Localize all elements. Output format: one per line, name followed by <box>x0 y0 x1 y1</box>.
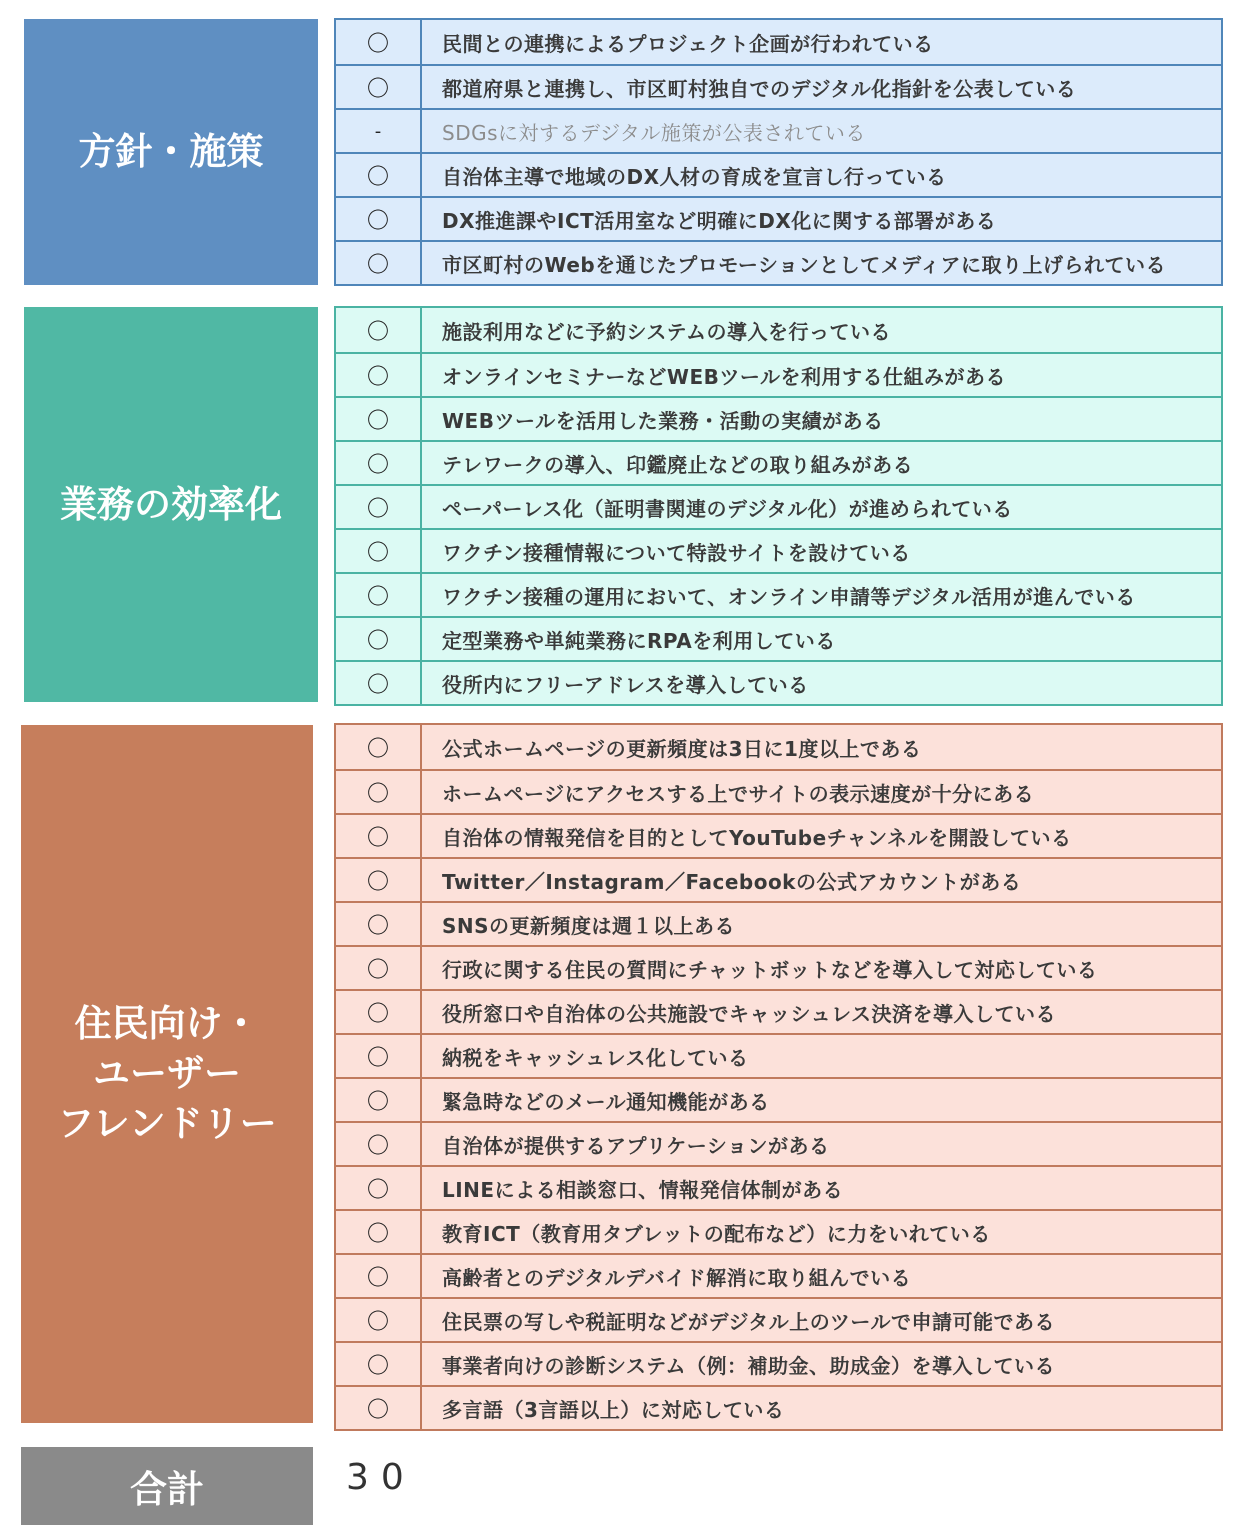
table-row <box>336 64 1221 108</box>
criterion-text: 都道府県と連携し、市区町村独自でのデジタル化指針を公表している <box>442 76 1077 101</box>
table-row <box>336 1077 1221 1121</box>
table-row <box>336 396 1221 440</box>
table-row <box>336 616 1221 660</box>
check-mark: 〇 <box>336 530 422 572</box>
criterion-text: 定型業務や単純業務にRPAを利用している <box>442 628 836 653</box>
check-mark: 〇 <box>336 725 422 769</box>
table-row <box>336 484 1221 528</box>
criterion-text: 施設利用などに予約システムの導入を行っている <box>442 319 891 344</box>
criterion-text: 自治体が提供するアプリケーションがある <box>442 1133 830 1158</box>
check-mark: 〇 <box>336 20 422 64</box>
total-value: 30 <box>346 1456 416 1498</box>
criterion-text: 役所窓口や自治体の公共施設でキャッシュレス決済を導入している <box>442 1001 1056 1026</box>
table-row <box>336 1297 1221 1341</box>
table-row <box>336 308 1221 352</box>
table-row <box>336 857 1221 901</box>
table-row <box>336 108 1221 152</box>
criterion-text: Twitter／Instagram／Facebookの公式アカウントがある <box>442 869 1022 894</box>
check-mark: 〇 <box>336 354 422 396</box>
check-mark: 〇 <box>336 815 422 857</box>
table-row <box>336 1209 1221 1253</box>
check-mark: 〇 <box>336 991 422 1033</box>
check-mark: 〇 <box>336 1035 422 1077</box>
criterion-text: SNSの更新頻度は週１以上ある <box>442 913 736 938</box>
criterion-text: 多言語（3言語以上）に対応している <box>442 1397 785 1422</box>
checklist-table-policy <box>334 18 1223 286</box>
criterion-text: ペーパーレス化（証明書関連のデジタル化）が進められている <box>442 496 1013 521</box>
table-row <box>336 196 1221 240</box>
table-row <box>336 1165 1221 1209</box>
table-row <box>336 1253 1221 1297</box>
criterion-text: 緊急時などのメール通知機能がある <box>442 1089 770 1114</box>
criterion-text: 自治体の情報発信を目的としてYouTubeチャンネルを開設している <box>442 825 1072 850</box>
criterion-text: 納税をキャッシュレス化している <box>442 1045 749 1070</box>
criterion-text: 民間との連携によるプロジェクト企画が行われている <box>442 31 934 56</box>
criterion-text: 高齢者とのデジタルデバイド解消に取り組んでいる <box>442 1265 912 1290</box>
check-mark: 〇 <box>336 198 422 240</box>
table-row <box>336 152 1221 196</box>
criterion-text: SDGsに対するデジタル施策が公表されている <box>442 120 866 145</box>
table-row <box>336 989 1221 1033</box>
check-mark: 〇 <box>336 859 422 901</box>
check-mark: 〇 <box>336 947 422 989</box>
check-mark: 〇 <box>336 398 422 440</box>
table-row <box>336 572 1221 616</box>
check-mark: 〇 <box>336 66 422 108</box>
check-mark: 〇 <box>336 1167 422 1209</box>
check-mark: 〇 <box>336 1387 422 1429</box>
category-resident: 住民向け・ ユーザー フレンドリー <box>21 725 313 1423</box>
criterion-text: テレワークの導入、印鑑廃止などの取り組みがある <box>442 452 914 477</box>
table-row <box>336 813 1221 857</box>
category-policy: 方針・施策 <box>24 19 318 285</box>
table-row <box>336 1385 1221 1429</box>
table-row <box>336 660 1221 704</box>
criterion-text: 教育ICT（教育用タブレットの配布など）に力をいれている <box>442 1221 991 1246</box>
table-row <box>336 528 1221 572</box>
check-mark: 〇 <box>336 574 422 616</box>
criterion-text: ワクチン接種情報について特設サイトを設けている <box>442 540 911 565</box>
criterion-text: 住民票の写しや税証明などがデジタル上のツールで申請可能である <box>442 1309 1055 1334</box>
criterion-text: LINEによる相談窓口、情報発信体制がある <box>442 1177 844 1202</box>
check-mark: 〇 <box>336 1123 422 1165</box>
table-row <box>336 725 1221 769</box>
check-mark: 〇 <box>336 308 422 352</box>
table-row <box>336 240 1221 284</box>
criterion-text: DX推進課やICT活用室など明確にDX化に関する部署がある <box>442 208 997 233</box>
table-row <box>336 945 1221 989</box>
table-row <box>336 769 1221 813</box>
table-row <box>336 1121 1221 1165</box>
check-mark: 〇 <box>336 903 422 945</box>
criterion-text: 自治体主導で地域のDX人材の育成を宣言し行っている <box>442 164 947 189</box>
criterion-text: 公式ホームページの更新頻度は3日に1度以上である <box>442 736 922 761</box>
checklist-table-efficiency <box>334 306 1223 706</box>
criterion-text: 役所内にフリーアドレスを導入している <box>442 672 809 697</box>
criterion-text: 行政に関する住民の質問にチャットボットなどを導入して対応している <box>442 957 1098 982</box>
check-mark: 〇 <box>336 1343 422 1385</box>
table-row <box>336 1341 1221 1385</box>
table-row <box>336 20 1221 64</box>
criterion-text: WEBツールを活用した業務・活動の実績がある <box>442 408 884 433</box>
criterion-text: オンラインセミナーなどWEBツールを利用する仕組みがある <box>442 364 1006 389</box>
checklist-table-resident <box>334 723 1223 1431</box>
check-mark: 〇 <box>336 1299 422 1341</box>
check-mark: 〇 <box>336 1211 422 1253</box>
criterion-text: ワクチン接種の運用において、オンライン申請等デジタル活用が進んでいる <box>442 584 1136 609</box>
table-row <box>336 901 1221 945</box>
check-mark: 〇 <box>336 662 422 704</box>
check-mark: 〇 <box>336 618 422 660</box>
table-row <box>336 440 1221 484</box>
category-efficiency: 業務の効率化 <box>24 307 318 702</box>
criterion-text: ホームページにアクセスする上でサイトの表示速度が十分にある <box>442 781 1035 806</box>
check-mark: 〇 <box>336 1255 422 1297</box>
check-mark: 〇 <box>336 771 422 813</box>
criterion-text: 事業者向けの診断システム（例：補助金、助成金）を導入している <box>442 1353 1055 1378</box>
check-mark: 〇 <box>336 442 422 484</box>
check-mark: 〇 <box>336 242 422 284</box>
criterion-text: 市区町村のWebを通じたプロモーションとしてメディアに取り上げられている <box>442 252 1167 277</box>
total-label: 合計 <box>21 1447 313 1525</box>
check-mark: 〇 <box>336 486 422 528</box>
check-mark: - <box>336 110 422 152</box>
check-mark: 〇 <box>336 154 422 196</box>
table-row <box>336 352 1221 396</box>
table-row <box>336 1033 1221 1077</box>
check-mark: 〇 <box>336 1079 422 1121</box>
